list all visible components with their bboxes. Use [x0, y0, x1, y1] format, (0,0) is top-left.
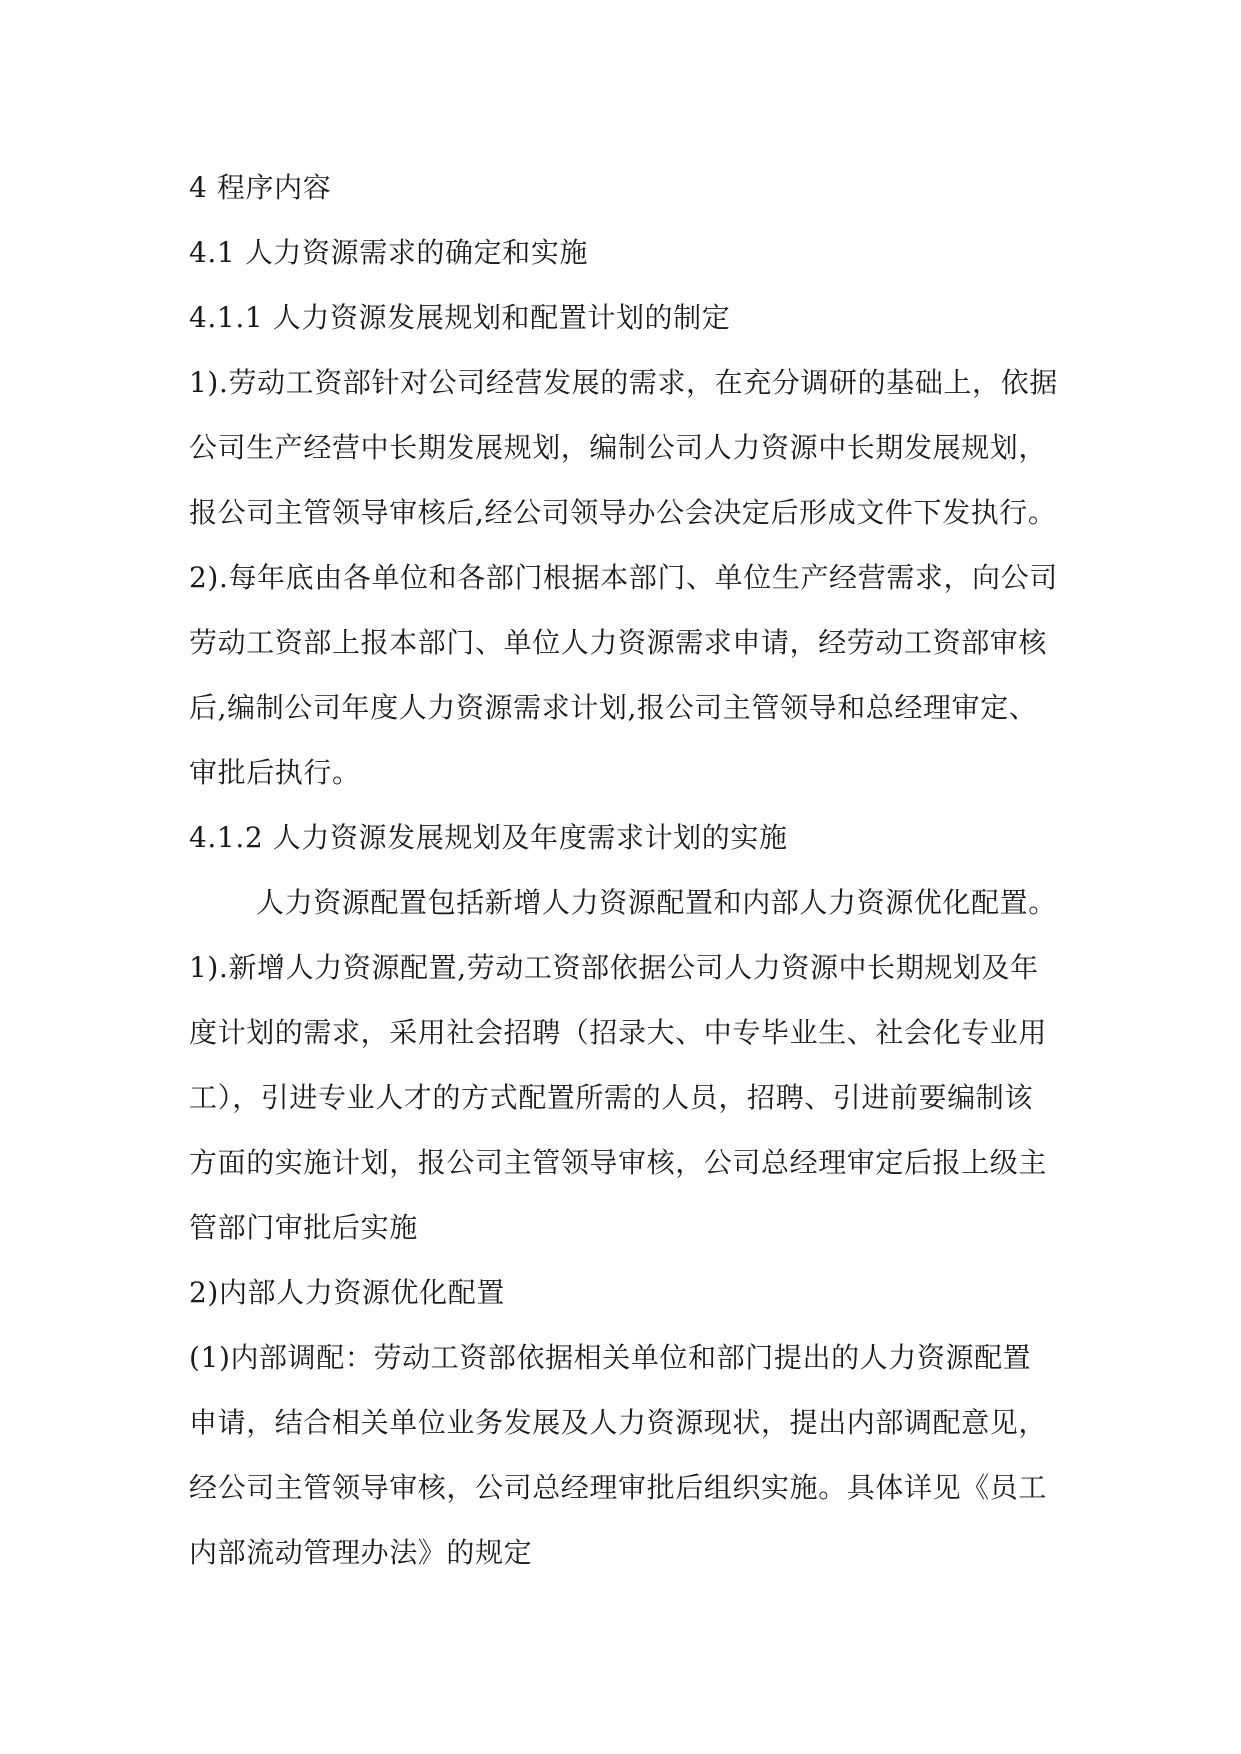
paragraph-line: 劳动工资部上报本部门、单位人力资源需求申请，经劳动工资部审核: [189, 626, 1048, 659]
paragraph-line: 2).每年底由各单位和各部门根据本部门、单位生产经营需求，向公司: [189, 561, 1058, 594]
paragraph-line: 审批后执行。: [189, 756, 361, 789]
paragraph-line: 后,编制公司年度人力资源需求计划,报公司主管领导和总经理审定、: [189, 691, 1038, 724]
paragraph-line: 度计划的需求，采用社会招聘（招录大、中专毕业生、社会化专业用: [189, 1016, 1048, 1049]
paragraph-line: 方面的实施计划，报公司主管领导审核，公司总经理审定后报上级主: [189, 1146, 1048, 1179]
paragraph-line: 报公司主管领导审核后,经公司领导办公会决定后形成文件下发执行。: [189, 496, 1057, 529]
paragraph-line: 1).新增人力资源配置,劳动工资部依据公司人力资源中长期规划及年: [189, 951, 1039, 984]
paragraph-line: 工），引进专业人才的方式配置所需的人员，招聘、引进前要编制该: [189, 1081, 1034, 1114]
subsubsection-heading: 4.1.1 人力资源发展规划和配置计划的制定: [189, 301, 731, 334]
section-heading: 4 程序内容: [189, 171, 332, 204]
paragraph-line: 经公司主管领导审核，公司总经理审批后组织实施。具体详见《员工: [189, 1471, 1048, 1504]
paragraph-line: 申请，结合相关单位业务发展及人力资源现状，提出内部调配意见，: [189, 1406, 1048, 1439]
list-item-heading: 2)内部人力资源优化配置: [189, 1276, 505, 1309]
paragraph-line: 内部流动管理办法》的规定: [189, 1536, 533, 1569]
paragraph-line: 公司生产经营中长期发展规划，编制公司人力资源中长期发展规划，: [189, 431, 1048, 464]
paragraph-line: 1).劳动工资部针对公司经营发展的需求，在充分调研的基础上，依据: [189, 366, 1058, 399]
subsection-heading: 4.1 人力资源需求的确定和实施: [189, 236, 589, 269]
subsubsection-heading: 4.1.2 人力资源发展规划及年度需求计划的实施: [189, 821, 788, 854]
paragraph-line: (1)内部调配：劳动工资部依据相关单位和部门提出的人力资源配置: [189, 1341, 1032, 1374]
document-body: [189, 155, 1059, 1585]
paragraph-line: 管部门审批后实施: [189, 1211, 418, 1244]
indented-paragraph-line: 人力资源配置包括新增人力资源配置和内部人力资源优化配置。: [256, 886, 1057, 919]
